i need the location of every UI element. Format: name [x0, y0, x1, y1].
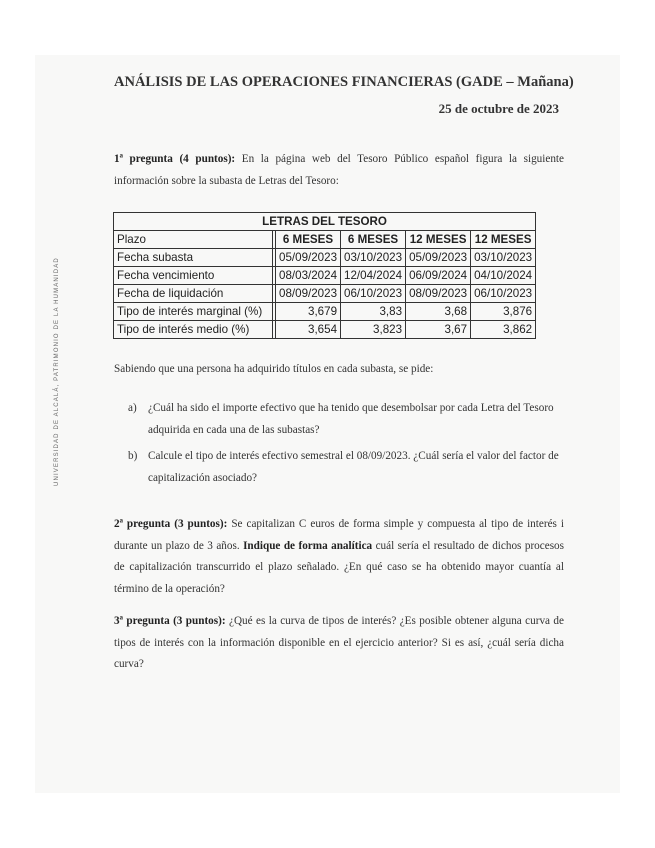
table-cell: 05/09/2023 — [276, 249, 341, 267]
table-cell: 3,862 — [471, 321, 536, 339]
question-2-lead: 2ª pregunta (3 puntos): — [114, 518, 228, 530]
table-cell: 08/09/2023 — [276, 285, 341, 303]
table-cell: 3,83 — [341, 303, 406, 321]
table-cell: 08/09/2023 — [406, 285, 471, 303]
col-header: 12 MESES — [471, 231, 536, 249]
question-2-bold: Indique de forma analítica — [243, 539, 373, 552]
question-1-text: En la página web del Tesoro Público español figura la siguiente información sobre la subasta de Letras del Tesoro: — [114, 153, 564, 187]
row-label: Fecha de liquidación — [114, 285, 273, 303]
col-header: 6 MESES — [341, 231, 406, 249]
question-2-text-b: cuál sería el resultado de dichos procesos de capitalización transcurrido el plazo señalado. ¿En qué caso se ha obtenido mayor cuantía al término de la operación? — [114, 539, 564, 595]
question-2 — [114, 514, 564, 600]
table-cell: 04/10/2024 — [471, 267, 536, 285]
question-1b — [128, 446, 564, 489]
table-row — [114, 303, 536, 321]
letras-table — [113, 212, 536, 339]
table-row — [114, 321, 536, 339]
row-label: Tipo de interés marginal (%) — [114, 303, 273, 321]
table-cell: 3,876 — [471, 303, 536, 321]
question-1-intro: Sabiendo que una persona ha adquirido títulos en cada subasta, se pide: — [114, 363, 434, 375]
table-cell: 3,68 — [406, 303, 471, 321]
col-header: 12 MESES — [406, 231, 471, 249]
table-cell: 3,679 — [276, 303, 341, 321]
table-cell: 08/03/2024 — [276, 267, 341, 285]
table-cell: 3,823 — [341, 321, 406, 339]
table-row — [114, 231, 536, 249]
table-row — [114, 267, 536, 285]
row-label: Plazo — [114, 231, 273, 249]
table-cell: 06/10/2023 — [341, 285, 406, 303]
col-header: 6 MESES — [276, 231, 341, 249]
question-3-lead: 3ª pregunta (3 puntos): — [114, 615, 226, 627]
question-2-text-a: Se capitalizan C euros de forma simple y compuesta al tipo de interés i durante un plazo de 3 años. — [114, 518, 564, 552]
row-label: Tipo de interés medio (%) — [114, 321, 273, 339]
table-row — [114, 285, 536, 303]
exam-title: ANÁLISIS DE LAS OPERACIONES FINANCIERAS (GADE – Mañana) — [114, 74, 574, 90]
table-cell: 12/04/2024 — [341, 267, 406, 285]
row-label: Fecha subasta — [114, 249, 273, 267]
table-title: LETRAS DEL TESORO — [114, 213, 536, 231]
item-marker: b) — [128, 450, 138, 462]
university-side-text: UNIVERSIDAD DE ALCALÁ, PATRIMONIO DE LA HUMANIDAD — [54, 257, 60, 486]
table-cell: 03/10/2023 — [471, 249, 536, 267]
table-cell: 05/09/2023 — [406, 249, 471, 267]
table-cell: 3,654 — [276, 321, 341, 339]
table-cell: 06/10/2023 — [471, 285, 536, 303]
item-marker: a) — [128, 402, 137, 414]
question-3-text: ¿Qué es la curva de tipos de interés? ¿Es posible obtener alguna curva de tipos de interés con la información disponible en el ejercicio anterior? Si es así, ¿cuál sería dicha curva? — [114, 615, 564, 670]
item-text: ¿Cuál ha sido el importe efectivo que ha tenido que desembolsar por cada Letra del Tesoro adquirida en cada una de las subastas? — [148, 402, 554, 436]
table-cell: 3,67 — [406, 321, 471, 339]
item-text: Calcule el tipo de interés efectivo semestral el 08/09/2023. ¿Cuál sería el valor del factor de capitalización asociado? — [148, 450, 559, 484]
exam-date: 25 de octubre de 2023 — [438, 101, 559, 116]
question-1-lead: 1ª pregunta (4 puntos): — [114, 153, 236, 165]
table-row — [114, 249, 536, 267]
question-1 — [114, 149, 564, 192]
question-3 — [114, 611, 564, 676]
table-cell: 06/09/2024 — [406, 267, 471, 285]
table-cell: 03/10/2023 — [341, 249, 406, 267]
row-label: Fecha vencimiento — [114, 267, 273, 285]
question-1a — [128, 398, 564, 441]
